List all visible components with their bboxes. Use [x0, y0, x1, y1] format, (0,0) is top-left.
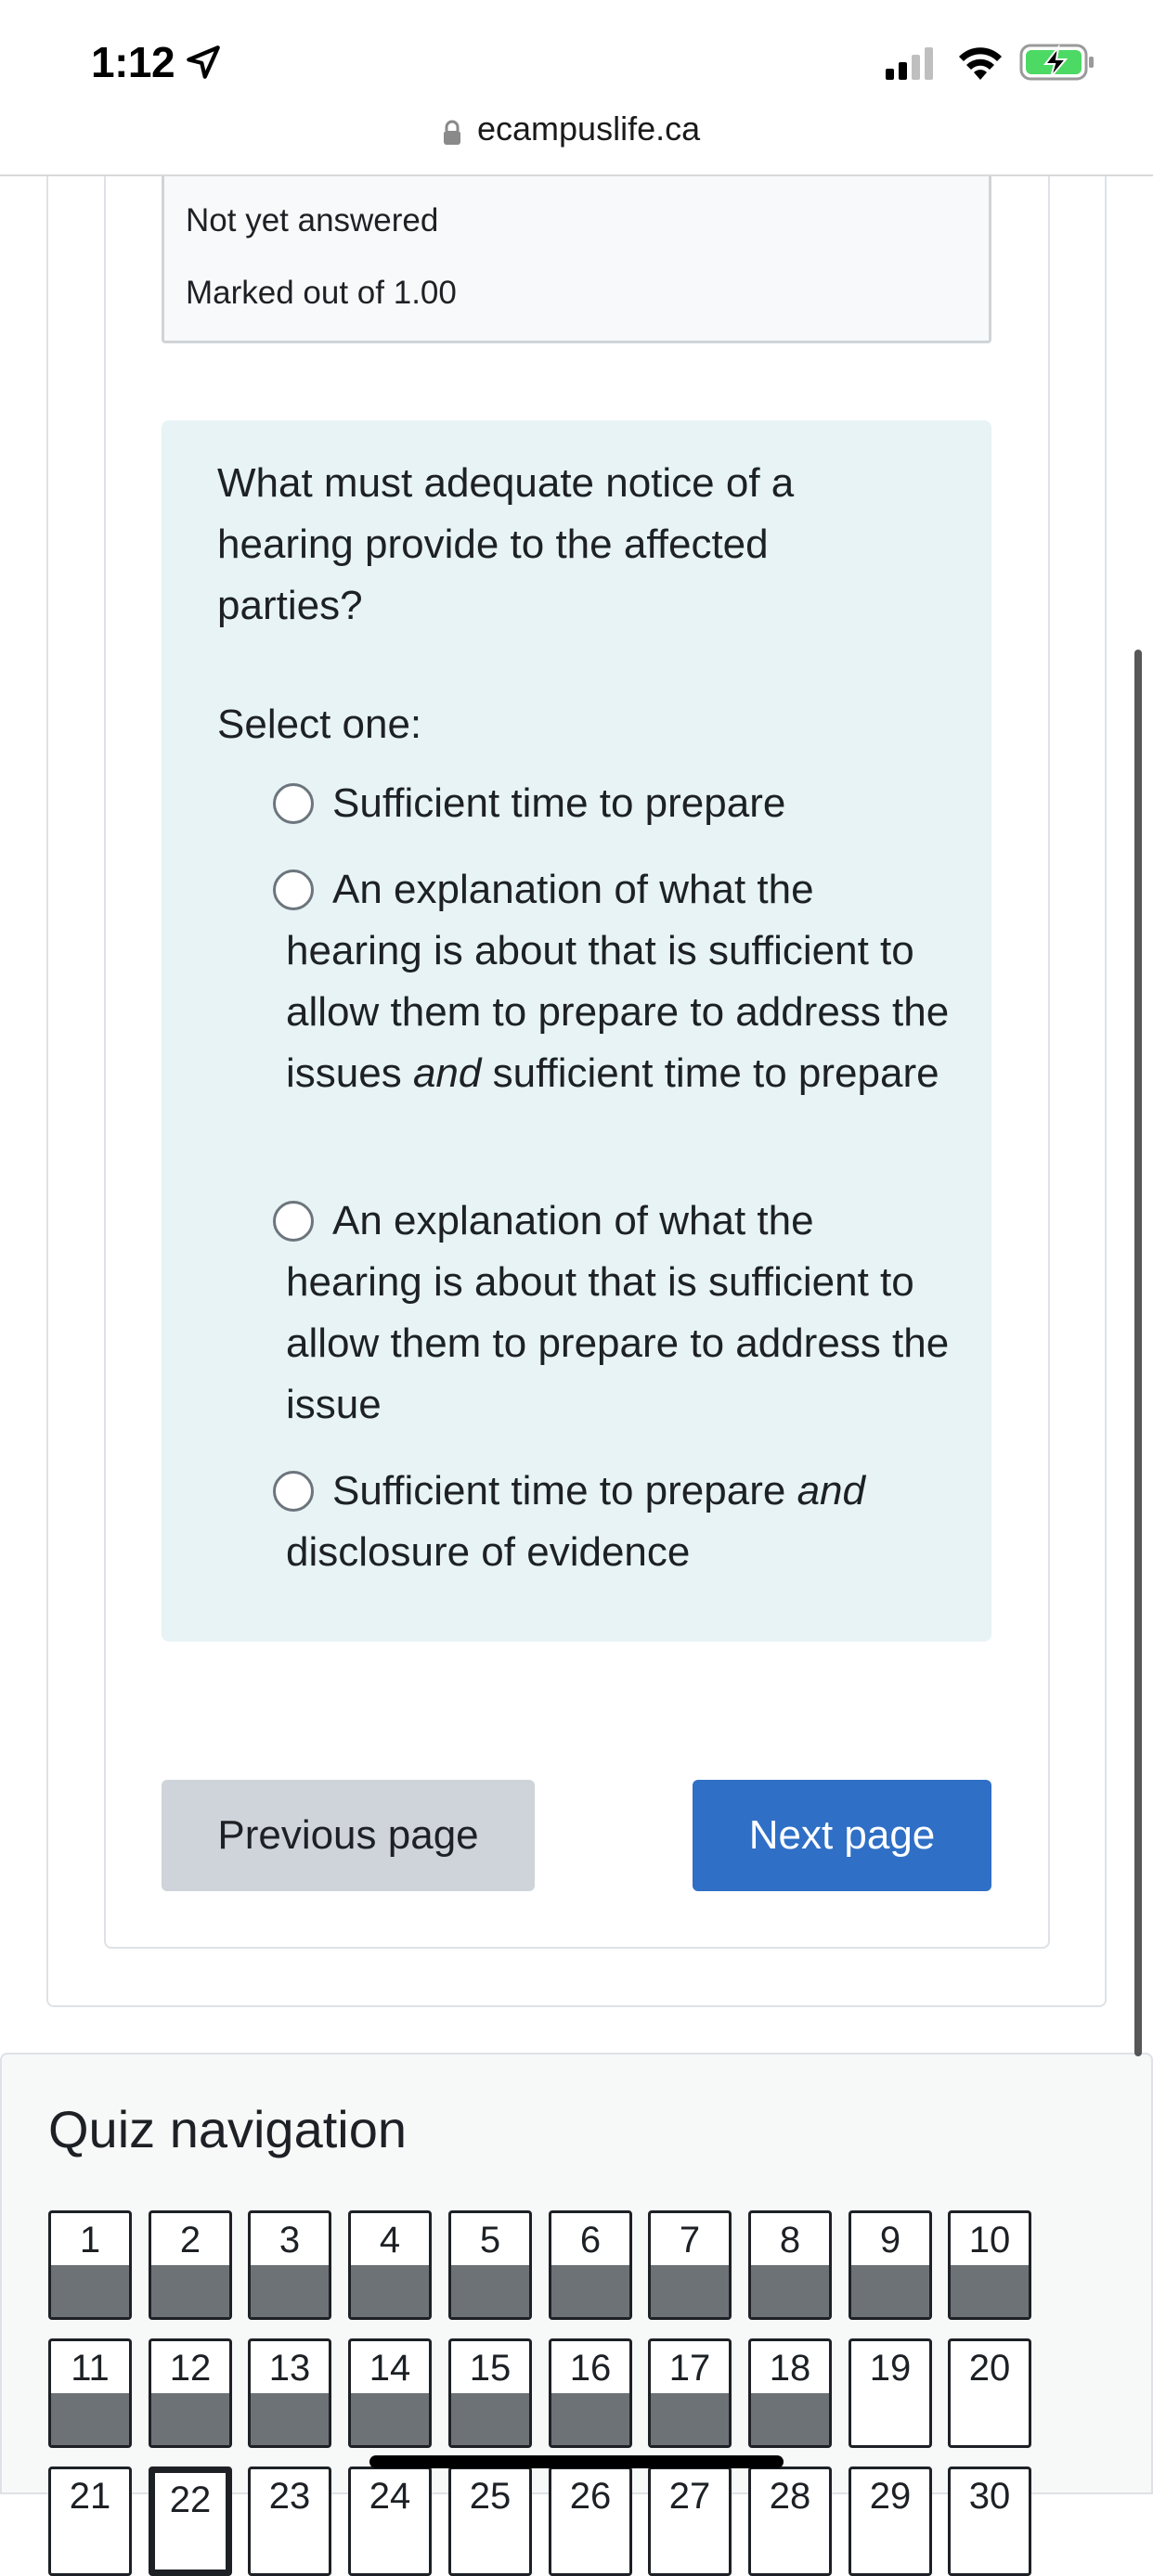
select-one-prompt: Select one:	[217, 702, 422, 747]
quiz-nav-button[interactable]	[748, 2338, 832, 2448]
quiz-nav-button[interactable]	[149, 2467, 232, 2576]
answer-option-label: An explanation of what the hearing is about that is sufficient to allow them to prepare to address the issues and sufficient time to prepare	[286, 867, 950, 1096]
quiz-nav-number: 25	[469, 2476, 512, 2517]
radio-button[interactable]	[273, 1471, 314, 1512]
answered-indicator	[551, 2393, 629, 2445]
quiz-nav-button[interactable]	[748, 2467, 832, 2576]
quiz-nav-number: 1	[79, 2220, 101, 2260]
quiz-nav-button[interactable]	[448, 2467, 532, 2576]
lock-icon	[442, 119, 462, 147]
quiz-nav-button[interactable]	[448, 2210, 532, 2320]
quiz-nav-number: 9	[879, 2220, 901, 2260]
quiz-nav-button[interactable]	[648, 2467, 732, 2576]
question-info-box	[162, 176, 991, 343]
quiz-nav-button[interactable]	[48, 2210, 132, 2320]
quiz-nav-number: 12	[169, 2348, 212, 2389]
quiz-nav-number: 5	[479, 2220, 501, 2260]
next-page-button[interactable]: Next page	[693, 1780, 991, 1891]
answered-indicator	[451, 2265, 529, 2317]
answered-indicator	[651, 2393, 729, 2445]
quiz-nav-button[interactable]	[648, 2210, 732, 2320]
quiz-nav-button[interactable]	[48, 2467, 132, 2576]
quiz-nav-button[interactable]	[149, 2210, 232, 2320]
quiz-nav-number: 27	[668, 2476, 711, 2517]
wifi-icon	[956, 43, 1004, 82]
location-arrow-icon	[184, 43, 223, 82]
quiz-nav-number: 7	[679, 2220, 701, 2260]
quiz-nav-button[interactable]	[948, 2467, 1031, 2576]
quiz-nav-button[interactable]	[48, 2338, 132, 2448]
quiz-nav-number: 16	[569, 2348, 612, 2389]
quiz-nav-button[interactable]	[849, 2210, 932, 2320]
quiz-nav-button[interactable]	[849, 2467, 932, 2576]
battery-charging-icon	[1019, 43, 1095, 82]
quiz-nav-number: 2	[179, 2220, 201, 2260]
answer-option-3[interactable]	[230, 1191, 954, 1436]
quiz-nav-number: 18	[769, 2348, 811, 2389]
answer-option-1[interactable]	[230, 773, 954, 834]
radio-button[interactable]	[273, 1201, 314, 1242]
status-bar	[0, 0, 1153, 124]
quiz-nav-number: 6	[579, 2220, 602, 2260]
answer-option-2[interactable]	[230, 859, 954, 1104]
question-state: Not yet answered	[186, 202, 439, 238]
previous-page-button[interactable]: Previous page	[162, 1780, 535, 1891]
quiz-nav-button[interactable]	[149, 2338, 232, 2448]
quiz-nav-number: 23	[268, 2476, 311, 2517]
quiz-nav-number: 22	[169, 2479, 212, 2520]
quiz-nav-number: 14	[369, 2348, 411, 2389]
quiz-nav-number: 21	[69, 2476, 111, 2517]
answered-indicator	[351, 2393, 429, 2445]
quiz-nav-number: 19	[869, 2348, 912, 2389]
answered-indicator	[751, 2265, 829, 2317]
cellular-signal-icon	[884, 46, 939, 80]
answered-indicator	[551, 2265, 629, 2317]
quiz-nav-number: 17	[668, 2348, 711, 2389]
quiz-nav-button[interactable]	[948, 2210, 1031, 2320]
quiz-nav-number: 26	[569, 2476, 612, 2517]
answer-option-label: Sufficient time to prepare and disclosure of evidence	[286, 1468, 865, 1575]
quiz-nav-number: 20	[968, 2348, 1011, 2389]
home-indicator[interactable]	[369, 2455, 784, 2468]
quiz-nav-button[interactable]	[549, 2338, 632, 2448]
answered-indicator	[451, 2393, 529, 2445]
quiz-nav-button[interactable]	[348, 2210, 432, 2320]
answered-indicator	[951, 2265, 1029, 2317]
quiz-nav-button[interactable]	[248, 2210, 331, 2320]
answered-indicator	[751, 2393, 829, 2445]
answered-indicator	[51, 2265, 129, 2317]
quiz-nav-number: 24	[369, 2476, 411, 2517]
answered-indicator	[651, 2265, 729, 2317]
status-time: 1:12	[91, 38, 175, 86]
quiz-nav-number: 4	[379, 2220, 401, 2260]
url-text[interactable]: ecampuslife.ca	[477, 109, 701, 148]
answered-indicator	[151, 2393, 229, 2445]
radio-button[interactable]	[273, 869, 314, 910]
quiz-nav-button[interactable]	[948, 2338, 1031, 2448]
quiz-nav-button[interactable]	[348, 2467, 432, 2576]
answered-indicator	[251, 2393, 329, 2445]
quiz-navigation-title: Quiz navigation	[48, 2100, 408, 2158]
quiz-nav-number: 30	[968, 2476, 1011, 2517]
quiz-nav-button[interactable]	[248, 2467, 331, 2576]
quiz-nav-number: 10	[968, 2220, 1011, 2260]
quiz-nav-button[interactable]	[248, 2338, 331, 2448]
answered-indicator	[351, 2265, 429, 2317]
quiz-nav-number: 28	[769, 2476, 811, 2517]
quiz-nav-button[interactable]	[348, 2338, 432, 2448]
quiz-nav-number: 13	[268, 2348, 311, 2389]
quiz-nav-button[interactable]	[648, 2338, 732, 2448]
quiz-nav-number: 8	[779, 2220, 801, 2260]
quiz-nav-button[interactable]	[549, 2210, 632, 2320]
radio-button[interactable]	[273, 783, 314, 824]
answered-indicator	[151, 2265, 229, 2317]
answer-option-label: Sufficient time to prepare	[332, 780, 786, 826]
scrollbar[interactable]	[1134, 650, 1142, 2056]
answered-indicator	[251, 2265, 329, 2317]
quiz-nav-button[interactable]	[748, 2210, 832, 2320]
quiz-nav-button[interactable]	[448, 2338, 532, 2448]
quiz-nav-number: 29	[869, 2476, 912, 2517]
quiz-nav-number: 11	[71, 2348, 110, 2389]
question-text: What must adequate notice of a hearing provide to the affected parties?	[217, 460, 795, 628]
question-mark: Marked out of 1.00	[186, 275, 457, 311]
quiz-nav-button[interactable]	[849, 2338, 932, 2448]
answered-indicator	[851, 2265, 929, 2317]
answered-indicator	[51, 2393, 129, 2445]
answer-option-label: An explanation of what the hearing is about that is sufficient to allow them to prepare to address the issue	[286, 1198, 950, 1427]
quiz-nav-number: 15	[469, 2348, 512, 2389]
quiz-nav-number: 3	[279, 2220, 301, 2260]
quiz-nav-button[interactable]	[549, 2467, 632, 2576]
answer-option-4[interactable]	[230, 1461, 954, 1583]
